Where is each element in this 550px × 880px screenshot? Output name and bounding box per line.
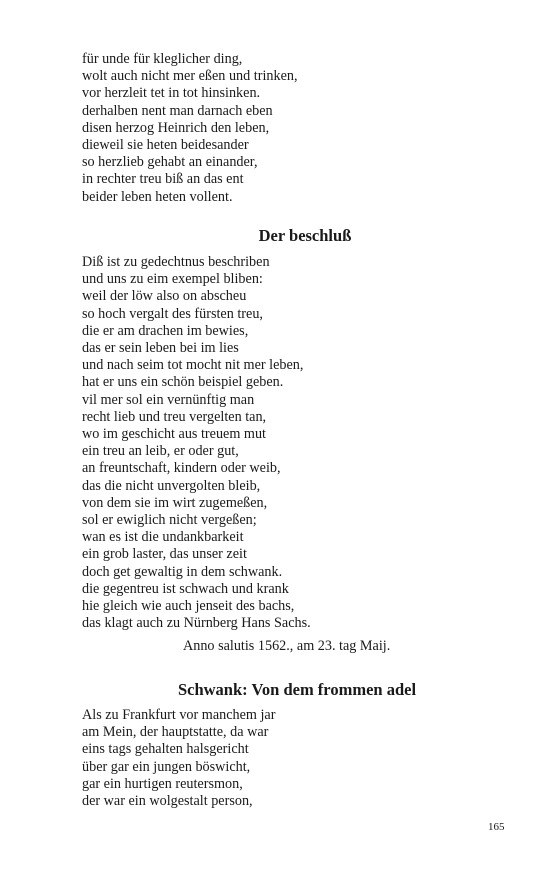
verse-line: die gegentreu ist schwach und krank — [82, 580, 289, 597]
verse-line: vor herzleit tet in tot hinsinken. — [82, 85, 261, 102]
verse-line: disen herzog Heinrich den leben, — [82, 119, 270, 136]
verse-line: derhalben nent man darnach eben — [82, 102, 273, 119]
verse-line: weil der löw also on abscheu — [82, 288, 247, 305]
verse-line: am Mein, der hauptstatte, da war — [82, 724, 269, 741]
verse-block-schwank — [82, 707, 275, 810]
verse-line: recht lieb und treu vergelten tan, — [82, 408, 267, 425]
verse-line: ein grob laster, das unser zeit — [82, 546, 247, 563]
verse-line: dieweil sie heten beidesander — [82, 137, 249, 154]
section-heading-beschluss: Der beschluß — [258, 226, 352, 245]
verse-line: das die nicht unvergolten bleib, — [82, 477, 261, 494]
verse-line: gar ein hurtigen reutersmon, — [82, 775, 243, 792]
verse-line: der war ein wolgestalt person, — [82, 793, 253, 810]
verse-line: von dem sie im wirt zugemeßen, — [82, 494, 268, 511]
verse-line: das klagt auch zu Nürnberg Hans Sachs. — [82, 615, 311, 632]
verse-line: in rechter treu biß an das ent — [82, 171, 244, 188]
verse-line: vil mer sol ein vernünftig man — [82, 391, 255, 408]
verse-line: wan es ist die undankbarkeit — [82, 529, 244, 546]
verse-line: für unde für kleglicher ding, — [82, 51, 243, 67]
verse-line: die er am drachen im bewies, — [82, 322, 249, 339]
verse-line: so herzlieb gehabt an einander, — [82, 154, 258, 171]
verse-line: und uns zu eim exempel bliben: — [82, 271, 263, 288]
verse-line: so hoch vergalt des fürsten treu, — [82, 305, 263, 322]
verse-line: wo im geschicht aus treuem mut — [82, 426, 267, 443]
verse-block-beschluss — [82, 254, 311, 632]
verse-line: doch get gewaltig in dem schwank. — [82, 563, 283, 580]
verse-line: Als zu Frankfurt vor manchem jar — [82, 707, 276, 723]
page-number: 165 — [488, 821, 505, 833]
verse-line: wolt auch nicht mer eßen und trinken, — [82, 68, 298, 85]
section-heading-schwank: Schwank: Von dem frommen adel — [177, 680, 417, 699]
verse-line: hie gleich wie auch jenseit des bachs, — [82, 598, 295, 615]
verse-line: hat er uns ein schön beispiel geben. — [82, 374, 284, 391]
verse-line: Diß ist zu gedechtnus beschriben — [82, 254, 270, 270]
verse-line: ein treu an leib, er oder gut, — [82, 443, 239, 460]
verse-line: eins tags gehalten halsgericht — [82, 741, 249, 758]
verse-line: über gar ein jungen böswicht, — [82, 758, 251, 775]
verse-line: und nach seim tot mocht nit mer leben, — [82, 357, 304, 374]
dateline: Anno salutis 1562., am 23. tag Maij. — [183, 638, 391, 654]
verse-line: sol er ewiglich nicht vergeßen; — [82, 512, 257, 529]
verse-line: an freuntschaft, kindern oder weib, — [82, 460, 281, 477]
verse-line: beider leben heten vollent. — [82, 188, 233, 205]
verse-line: das er sein leben bei im lies — [82, 340, 239, 357]
verse-block-top — [82, 51, 298, 206]
